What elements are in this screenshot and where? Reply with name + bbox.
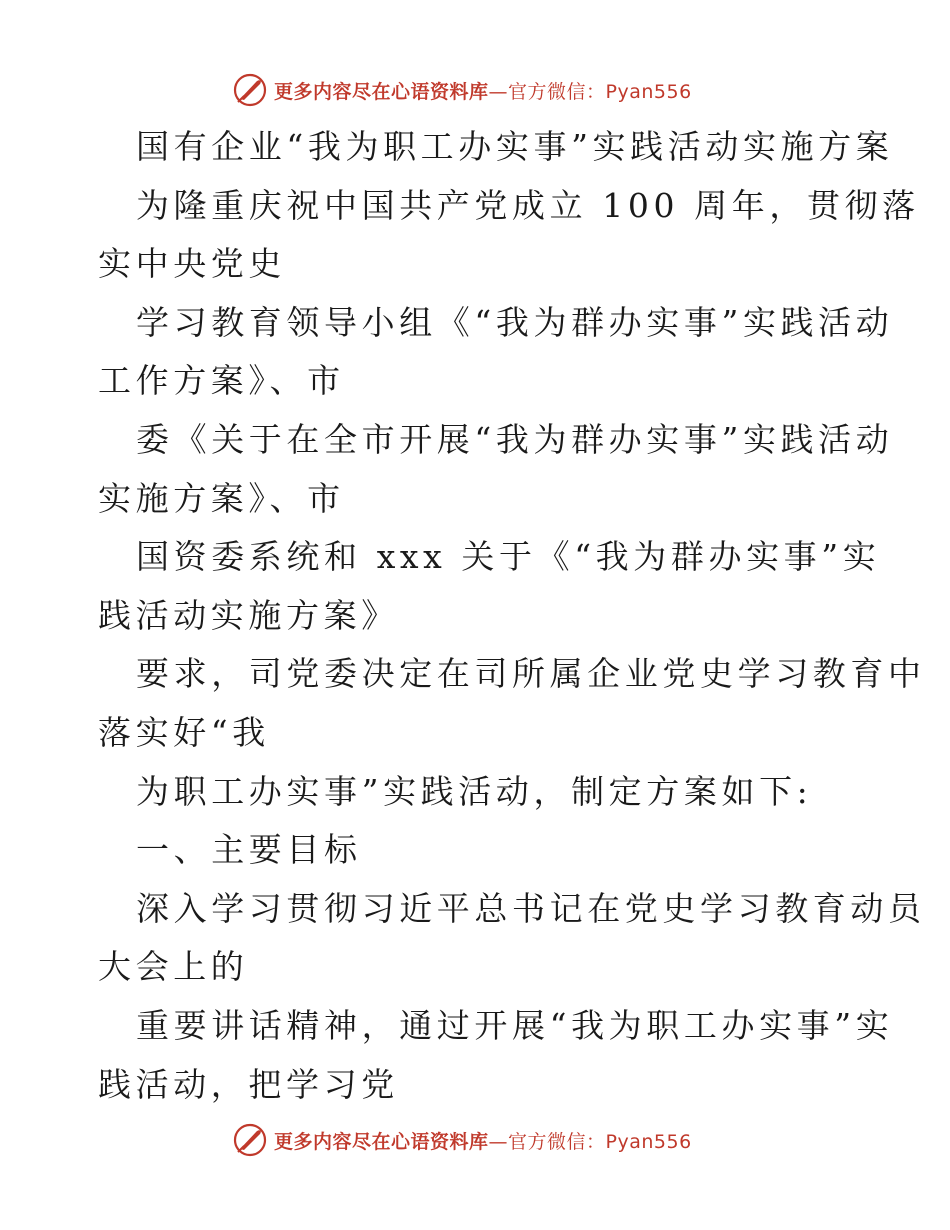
document-body [98,118,926,1114]
header-banner-text [274,77,692,104]
header-banner-wechat-id: Pyan556 [605,80,692,103]
paragraph-line: 为职工办实事”实践活动，制定方案如下: [136,771,813,811]
footer-banner-wechat-label: 官方微信： [508,1130,606,1153]
paragraph-line: 深入学习贯彻习近平总书记在党史学习教育动员 [136,888,926,928]
quill-logo-icon [232,1122,268,1158]
header-banner-wechat-label: 官方微信： [508,80,606,103]
paragraph-line: 践活动实施方案》 [98,595,399,635]
footer-banner-text [274,1127,692,1154]
footer-banner-title: 更多内容尽在心语资料库 [274,1130,489,1153]
paragraph-line: 重要讲话精神，通过开展“我为职工办实事”实 [136,1005,894,1045]
footer-banner-wechat-id: Pyan556 [605,1130,692,1153]
section-heading: 一、主要目标 [136,830,362,870]
header-banner-dash: — [488,80,509,103]
paragraph-line: 践活动，把学习党 [98,1064,399,1104]
header-banner [232,70,752,110]
paragraph-line: 委《关于在全市开展“我为群办实事”实践活动 [136,419,894,459]
paragraph-line: 落实好“我 [98,712,270,752]
document-title: 国有企业“我为职工办实事”实践活动实施方案 [136,127,894,166]
paragraph-line: 学习教育领导小组《“我为群办实事”实践活动 [136,302,894,342]
quill-logo-icon [232,72,268,108]
header-banner-title: 更多内容尽在心语资料库 [274,80,489,103]
paragraph-line: 实中央党史 [98,244,286,284]
paragraph-line: 为隆重庆祝中国共产党成立 100 周年，贯彻落 [136,185,920,225]
paragraph-line: 工作方案》、市 [98,361,345,401]
paragraph-line: 要求，司党委决定在司所属企业党史学习教育中 [136,654,926,694]
footer-banner [232,1120,752,1160]
paragraph-line: 大会上的 [98,947,249,987]
paragraph-line: 实施方案》、市 [98,478,345,518]
footer-banner-dash: — [488,1130,509,1153]
paragraph-line: 国资委系统和 xxx 关于《“我为群办实事”实 [136,537,881,577]
